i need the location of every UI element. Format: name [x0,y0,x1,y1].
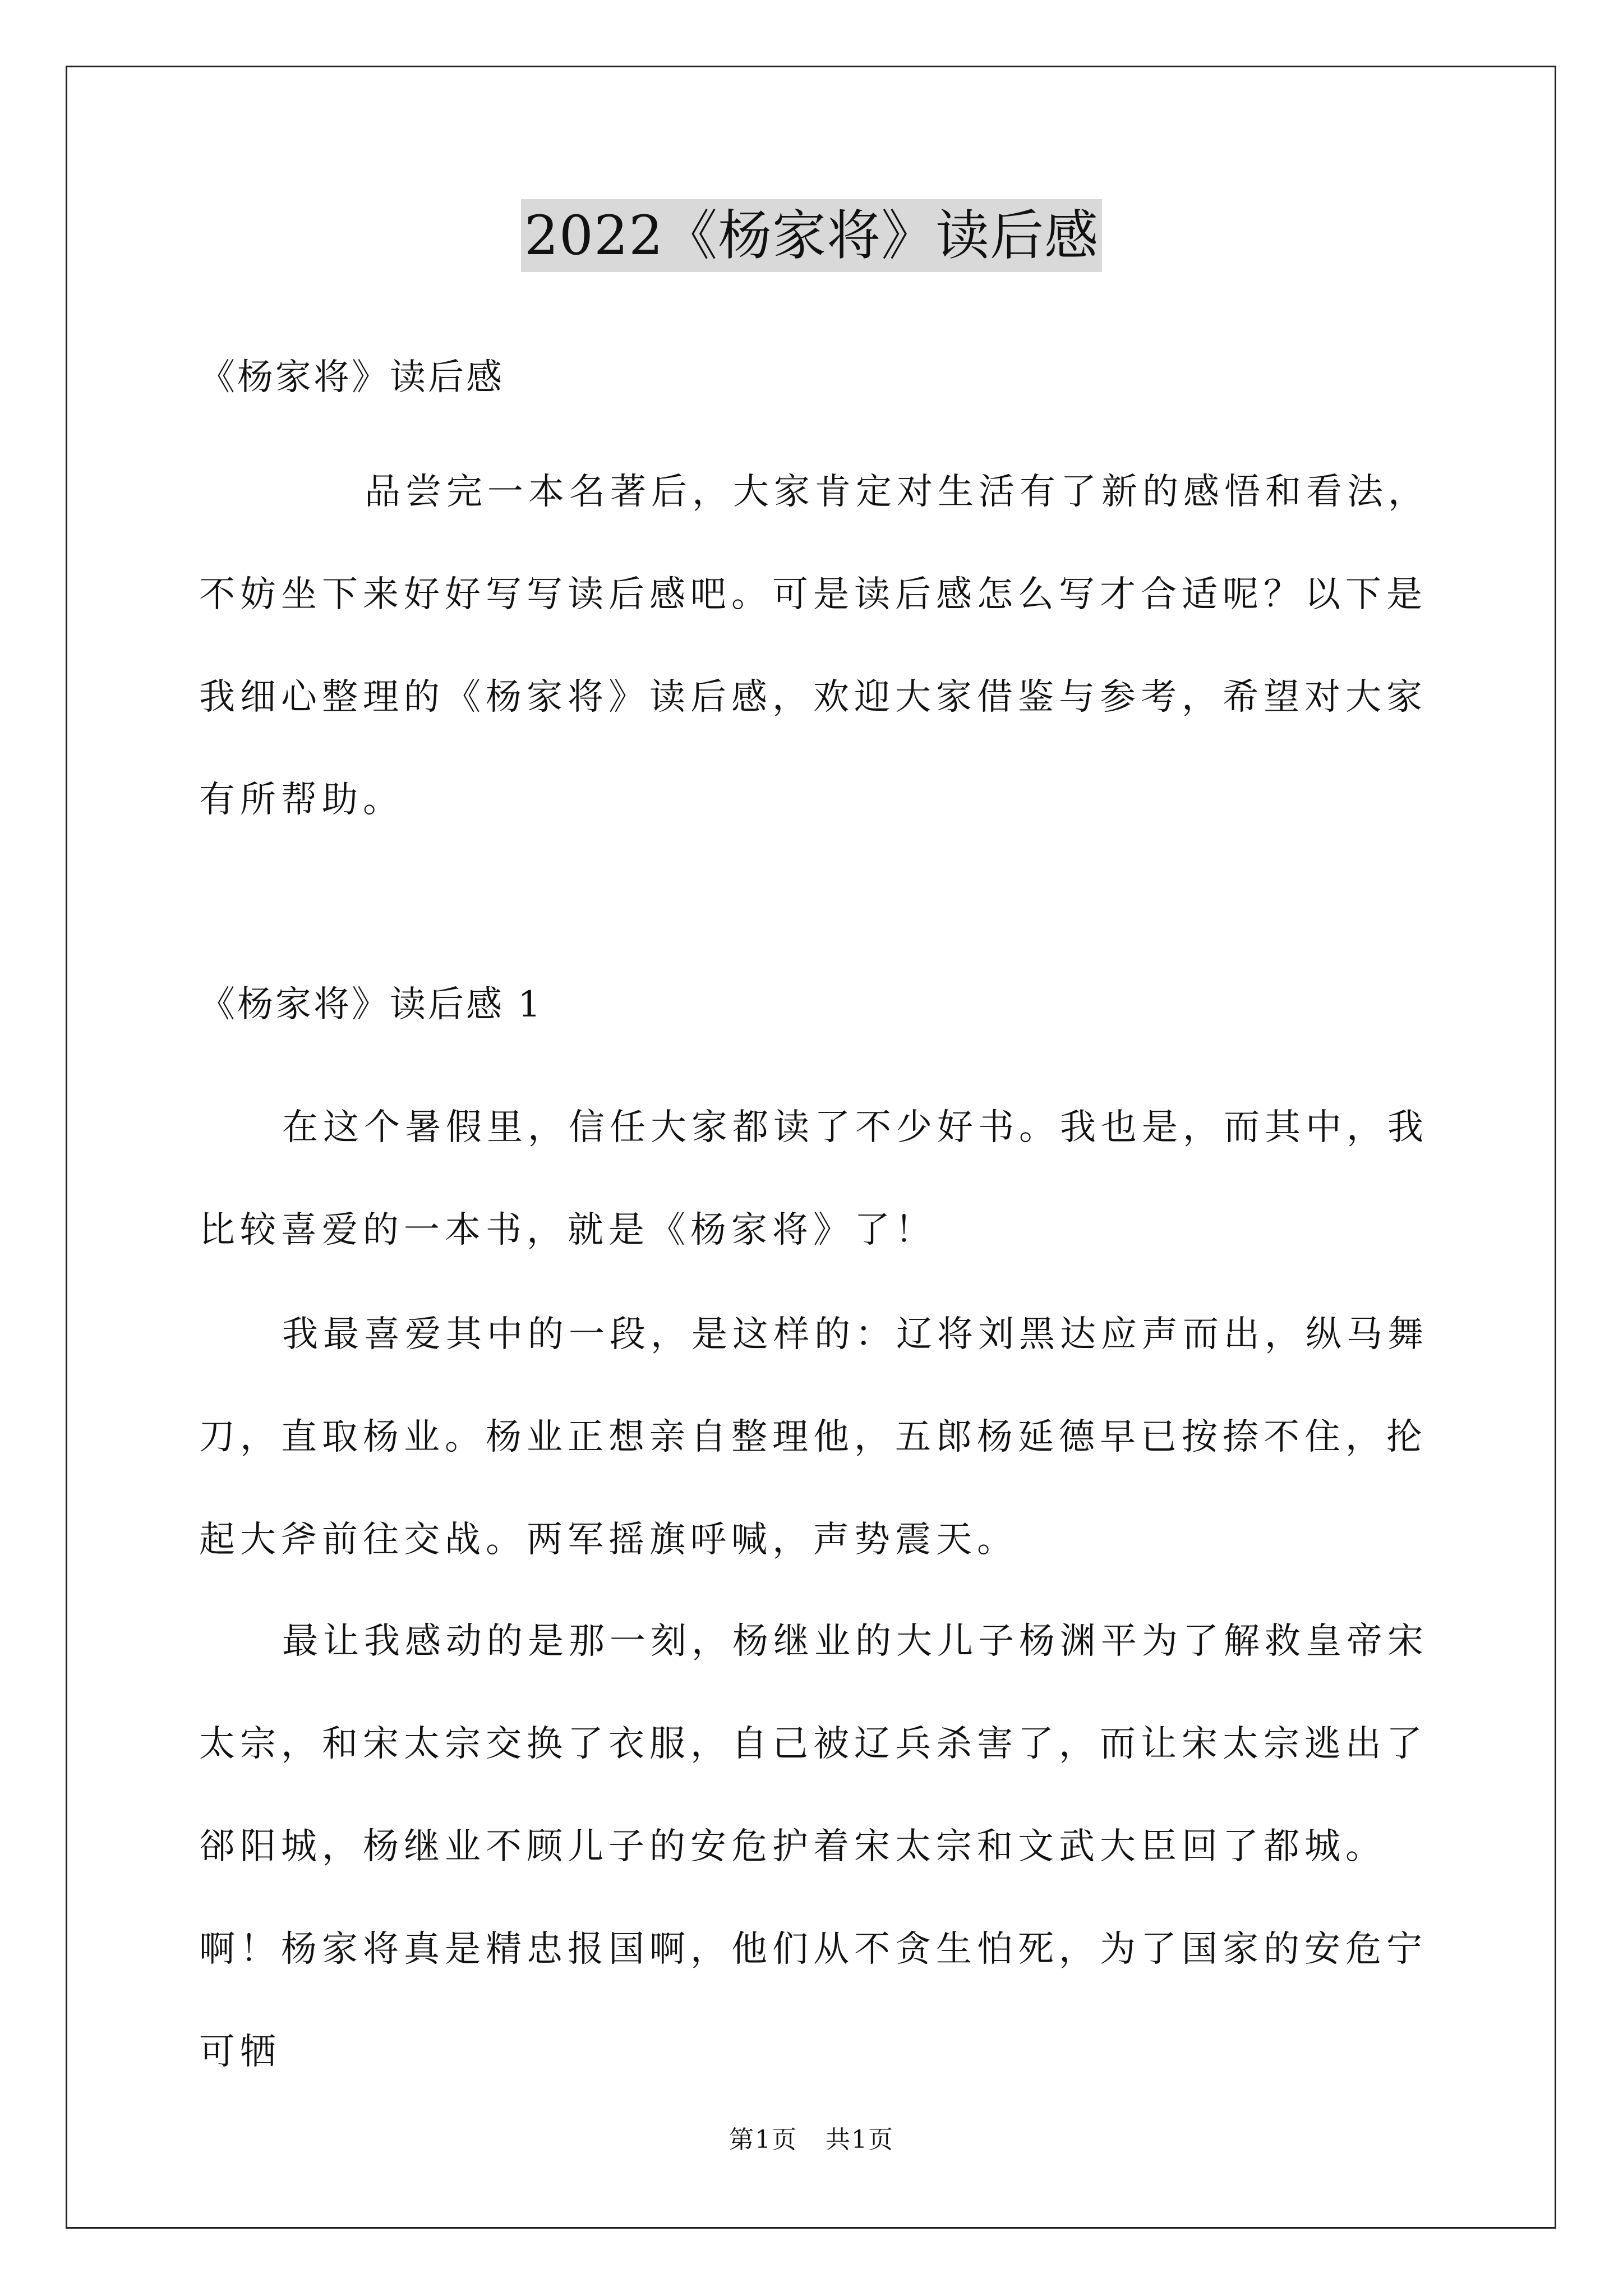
body-paragraph-1: 在这个暑假里，信任大家都读了不少好书。我也是，而其中，我比较喜爱的一本书，就是《杨家将》了！ [199,1107,1428,1251]
page-footer [0,2123,1623,2157]
intro-paragraph: 品尝完一本名著后，大家肯定对生活有了新的感悟和看法，不妨坐下来好好写写读后感吧。可是读后感怎么写才合适呢？以下是我细心整理的《杨家将》读后感，欢迎大家借鉴与参考，希望对大家有所帮助。 [199,471,1429,821]
document-title: 2022《杨家将》读后感 [521,199,1102,272]
body-paragraph-3: 最让我感动的是那一刻，杨继业的大儿子杨渊平为了解救皇帝宋太宗，和宋太宗交换了衣服，自己被辽兵杀害了，而让宋太宗逃出了郤阳城，杨继业不顾儿子的安危护着宋太宗和文武大臣回了都城。啊！杨家将真是精忠报国啊，他们从不贪生怕死，为了国家的安危宁可牺 [199,1621,1428,2073]
section-heading: 《杨家将》读后感 [199,357,504,398]
page-number: 第1页 [729,2125,797,2154]
title-container [0,199,1623,272]
essay-heading: 《杨家将》读后感 1 [199,984,543,1025]
body-paragraph-2: 我最喜爱其中的一段，是这样的：辽将刘黑达应声而出，纵马舞刀，直取杨业。杨业正想亲自整理他，五郎杨延德早已按捺不住，抡起大斧前往交战。两军摇旗呼喊，声势震天。 [199,1314,1428,1561]
page-total: 共1页 [826,2125,894,2154]
